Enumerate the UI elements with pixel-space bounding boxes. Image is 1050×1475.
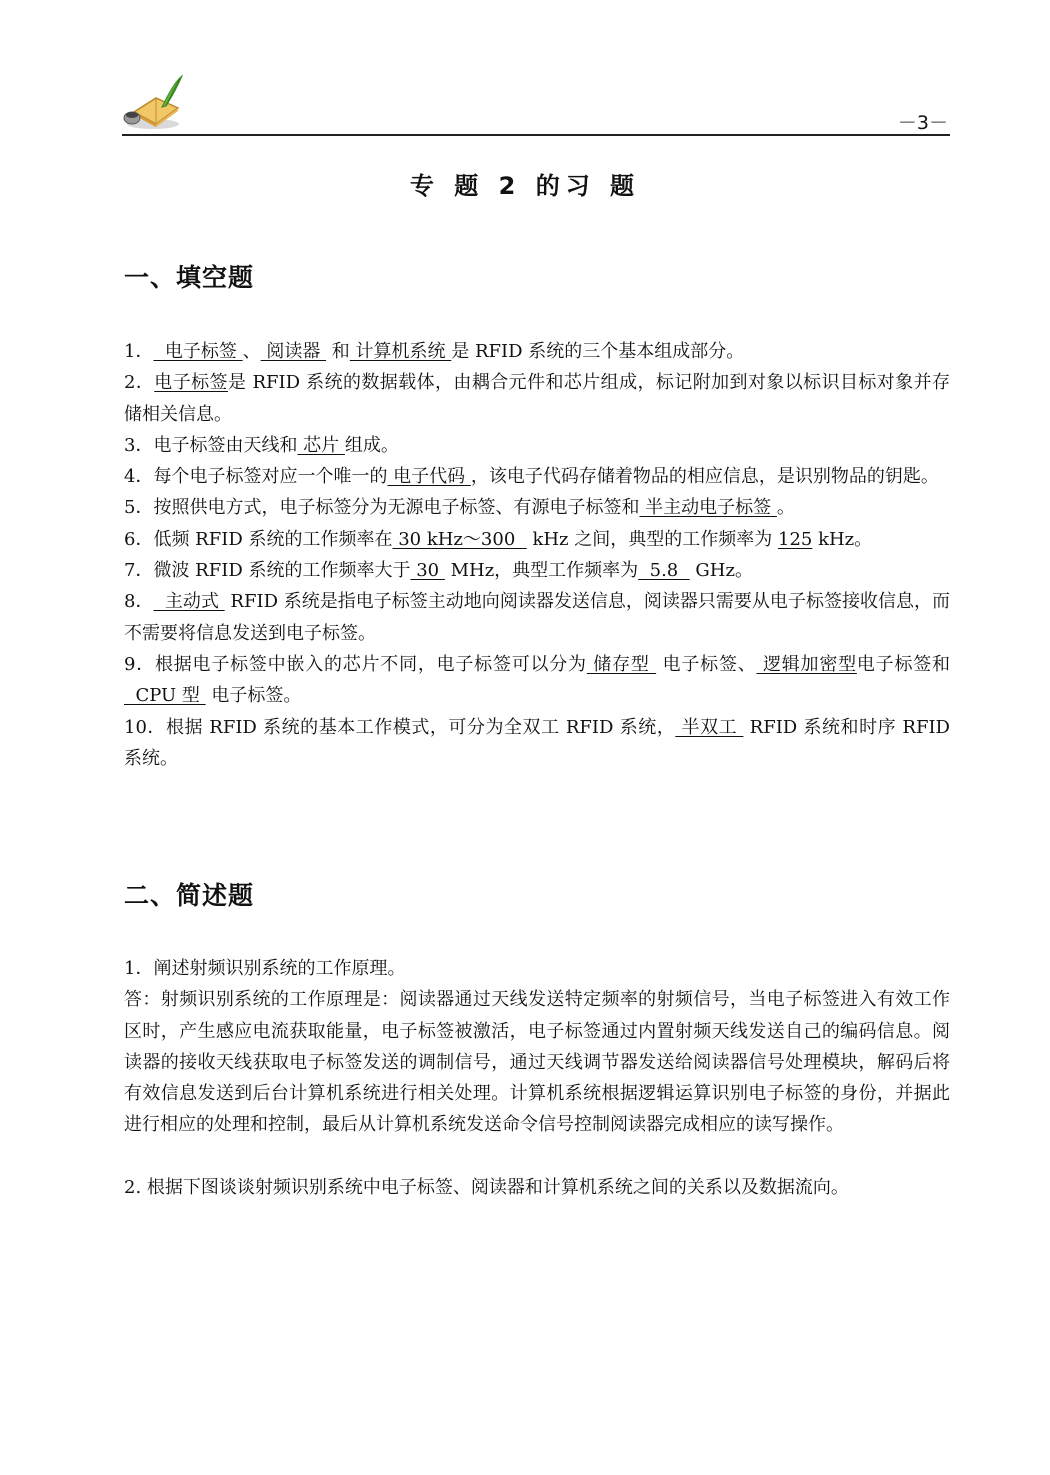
question-text: GHz。 bbox=[689, 560, 753, 582]
question-text: 、 bbox=[242, 341, 261, 362]
fill-in-item bbox=[124, 367, 950, 430]
answer-blank: 半主动电子标签 bbox=[639, 497, 777, 519]
question-text: 电子标签。 bbox=[205, 685, 302, 707]
question-text: kHz 之间，典型的工作频率为 bbox=[526, 528, 778, 550]
question-text: 4．每个电子标签对应一个唯一的 bbox=[124, 466, 388, 488]
answer-blank: 半双工 bbox=[675, 716, 744, 738]
question-text: 。 bbox=[776, 497, 795, 519]
question-text: 2． bbox=[124, 372, 155, 394]
question-text: 8． bbox=[124, 591, 154, 613]
question-text: 组成。 bbox=[344, 434, 399, 456]
fill-in-questions bbox=[124, 336, 950, 774]
question-text: 是 RFID 系统的数据载体，由耦合元件和芯片组成，标记附加到对象以标识目标对象并存储相关信息。 bbox=[124, 372, 951, 425]
question-2: 2. 根据下图谈谈射频识别系统中电子标签、阅读器和计算机系统之间的关系以及数据流向。 bbox=[124, 1176, 849, 1198]
question-text: 和 bbox=[326, 341, 350, 362]
short-answer-questions bbox=[124, 953, 950, 1203]
question-text: 是 RFID 系统的三个基本组成部分。 bbox=[451, 341, 745, 362]
fill-in-item bbox=[124, 461, 950, 492]
question-1: 1．阐述射频识别系统的工作原理。 bbox=[124, 958, 406, 979]
question-text: ，该电子代码存储着物品的相应信息，是识别物品的钥匙。 bbox=[470, 466, 939, 488]
question-text: 1． bbox=[124, 341, 154, 362]
answer-blank: 阅读器 bbox=[260, 341, 327, 362]
answer-blank: CPU 型 bbox=[124, 685, 206, 707]
answer-blank: 储存型 bbox=[586, 653, 657, 675]
answer-blank: 电子标签 bbox=[153, 341, 243, 362]
fill-in-item bbox=[124, 649, 950, 712]
book-quill-logo-icon bbox=[122, 74, 184, 132]
question-text: 10．根据 RFID 系统的基本工作模式，可分为全双工 RFID 系统， bbox=[124, 716, 676, 738]
fill-in-item bbox=[124, 586, 950, 649]
answer-blank: 芯片 bbox=[297, 434, 345, 456]
answer-blank: 30 kHz～300 bbox=[392, 528, 527, 550]
fill-in-item bbox=[124, 555, 950, 586]
fill-in-item bbox=[124, 524, 950, 555]
answer-1: 答：射频识别系统的工作原理是：阅读器通过天线发送特定频率的射频信号，当电子标签进入有效工作区时，产生感应电流获取能量，电子标签被激活，电子标签通过内置射频天线发送自己的编码信息。阅读器的接收天线获取电子标签发送的调制信号，通过天线调节器发送给阅读器信号处理模块，解码后将有效信息发送到后台计算机系统进行相关处理。计算机系统根据逻辑运算识别电子标签的身份，并据此进行相应的处理和控制，最后从计算机系统发送命令信号控制阅读器完成相应的读写操作。 bbox=[124, 989, 950, 1136]
question-text: 9．根据电子标签中嵌入的芯片不同，电子标签可以分为 bbox=[124, 653, 587, 675]
answer-blank: 125 bbox=[778, 528, 813, 550]
header-rule bbox=[122, 134, 950, 136]
question-text: MHz，典型工作频率为 bbox=[444, 560, 639, 582]
question-text: 3．电子标签由天线和 bbox=[124, 434, 298, 456]
answer-blank: 30 bbox=[410, 560, 445, 582]
answer-blank: 计算机系统 bbox=[349, 341, 452, 362]
fill-in-item bbox=[124, 430, 950, 461]
answer-blank: 5.8 bbox=[638, 560, 690, 582]
question-text: 7．微波 RFID 系统的工作频率大于 bbox=[124, 560, 411, 582]
question-text: RFID 系统和时序 RFID 系统。 bbox=[124, 716, 950, 769]
answer-blank: 电子标签 bbox=[154, 372, 228, 394]
fill-in-item bbox=[124, 492, 950, 523]
page-number: －3－ bbox=[897, 112, 948, 134]
fill-in-item bbox=[124, 712, 950, 775]
question-text: 5．按照供电方式，电子标签分为无源电子标签、有源电子标签和 bbox=[124, 497, 640, 519]
chapter-title: 专 题 2 的习 题 bbox=[409, 172, 641, 200]
answer-blank: 电子代码 bbox=[387, 466, 471, 488]
answer-blank: 逻辑加密型 bbox=[756, 653, 857, 675]
section-heading-short-answer: 二、简述题 bbox=[124, 881, 255, 910]
fill-in-item bbox=[124, 336, 950, 367]
question-text: 6．低频 RFID 系统的工作频率在 bbox=[124, 528, 393, 550]
question-text: 电子标签和 bbox=[856, 653, 950, 675]
page-header bbox=[122, 72, 950, 138]
answer-blank: 主动式 bbox=[153, 591, 225, 613]
question-text: RFID 系统是指电子标签主动地向阅读器发送信息，阅读器只需要从电子标签接收信息，而不需要将信息发送到电子标签。 bbox=[124, 591, 950, 644]
question-text: 电子标签、 bbox=[656, 653, 757, 675]
section-heading-fill-in: 一、填空题 bbox=[124, 263, 255, 292]
question-text: kHz。 bbox=[812, 528, 873, 550]
